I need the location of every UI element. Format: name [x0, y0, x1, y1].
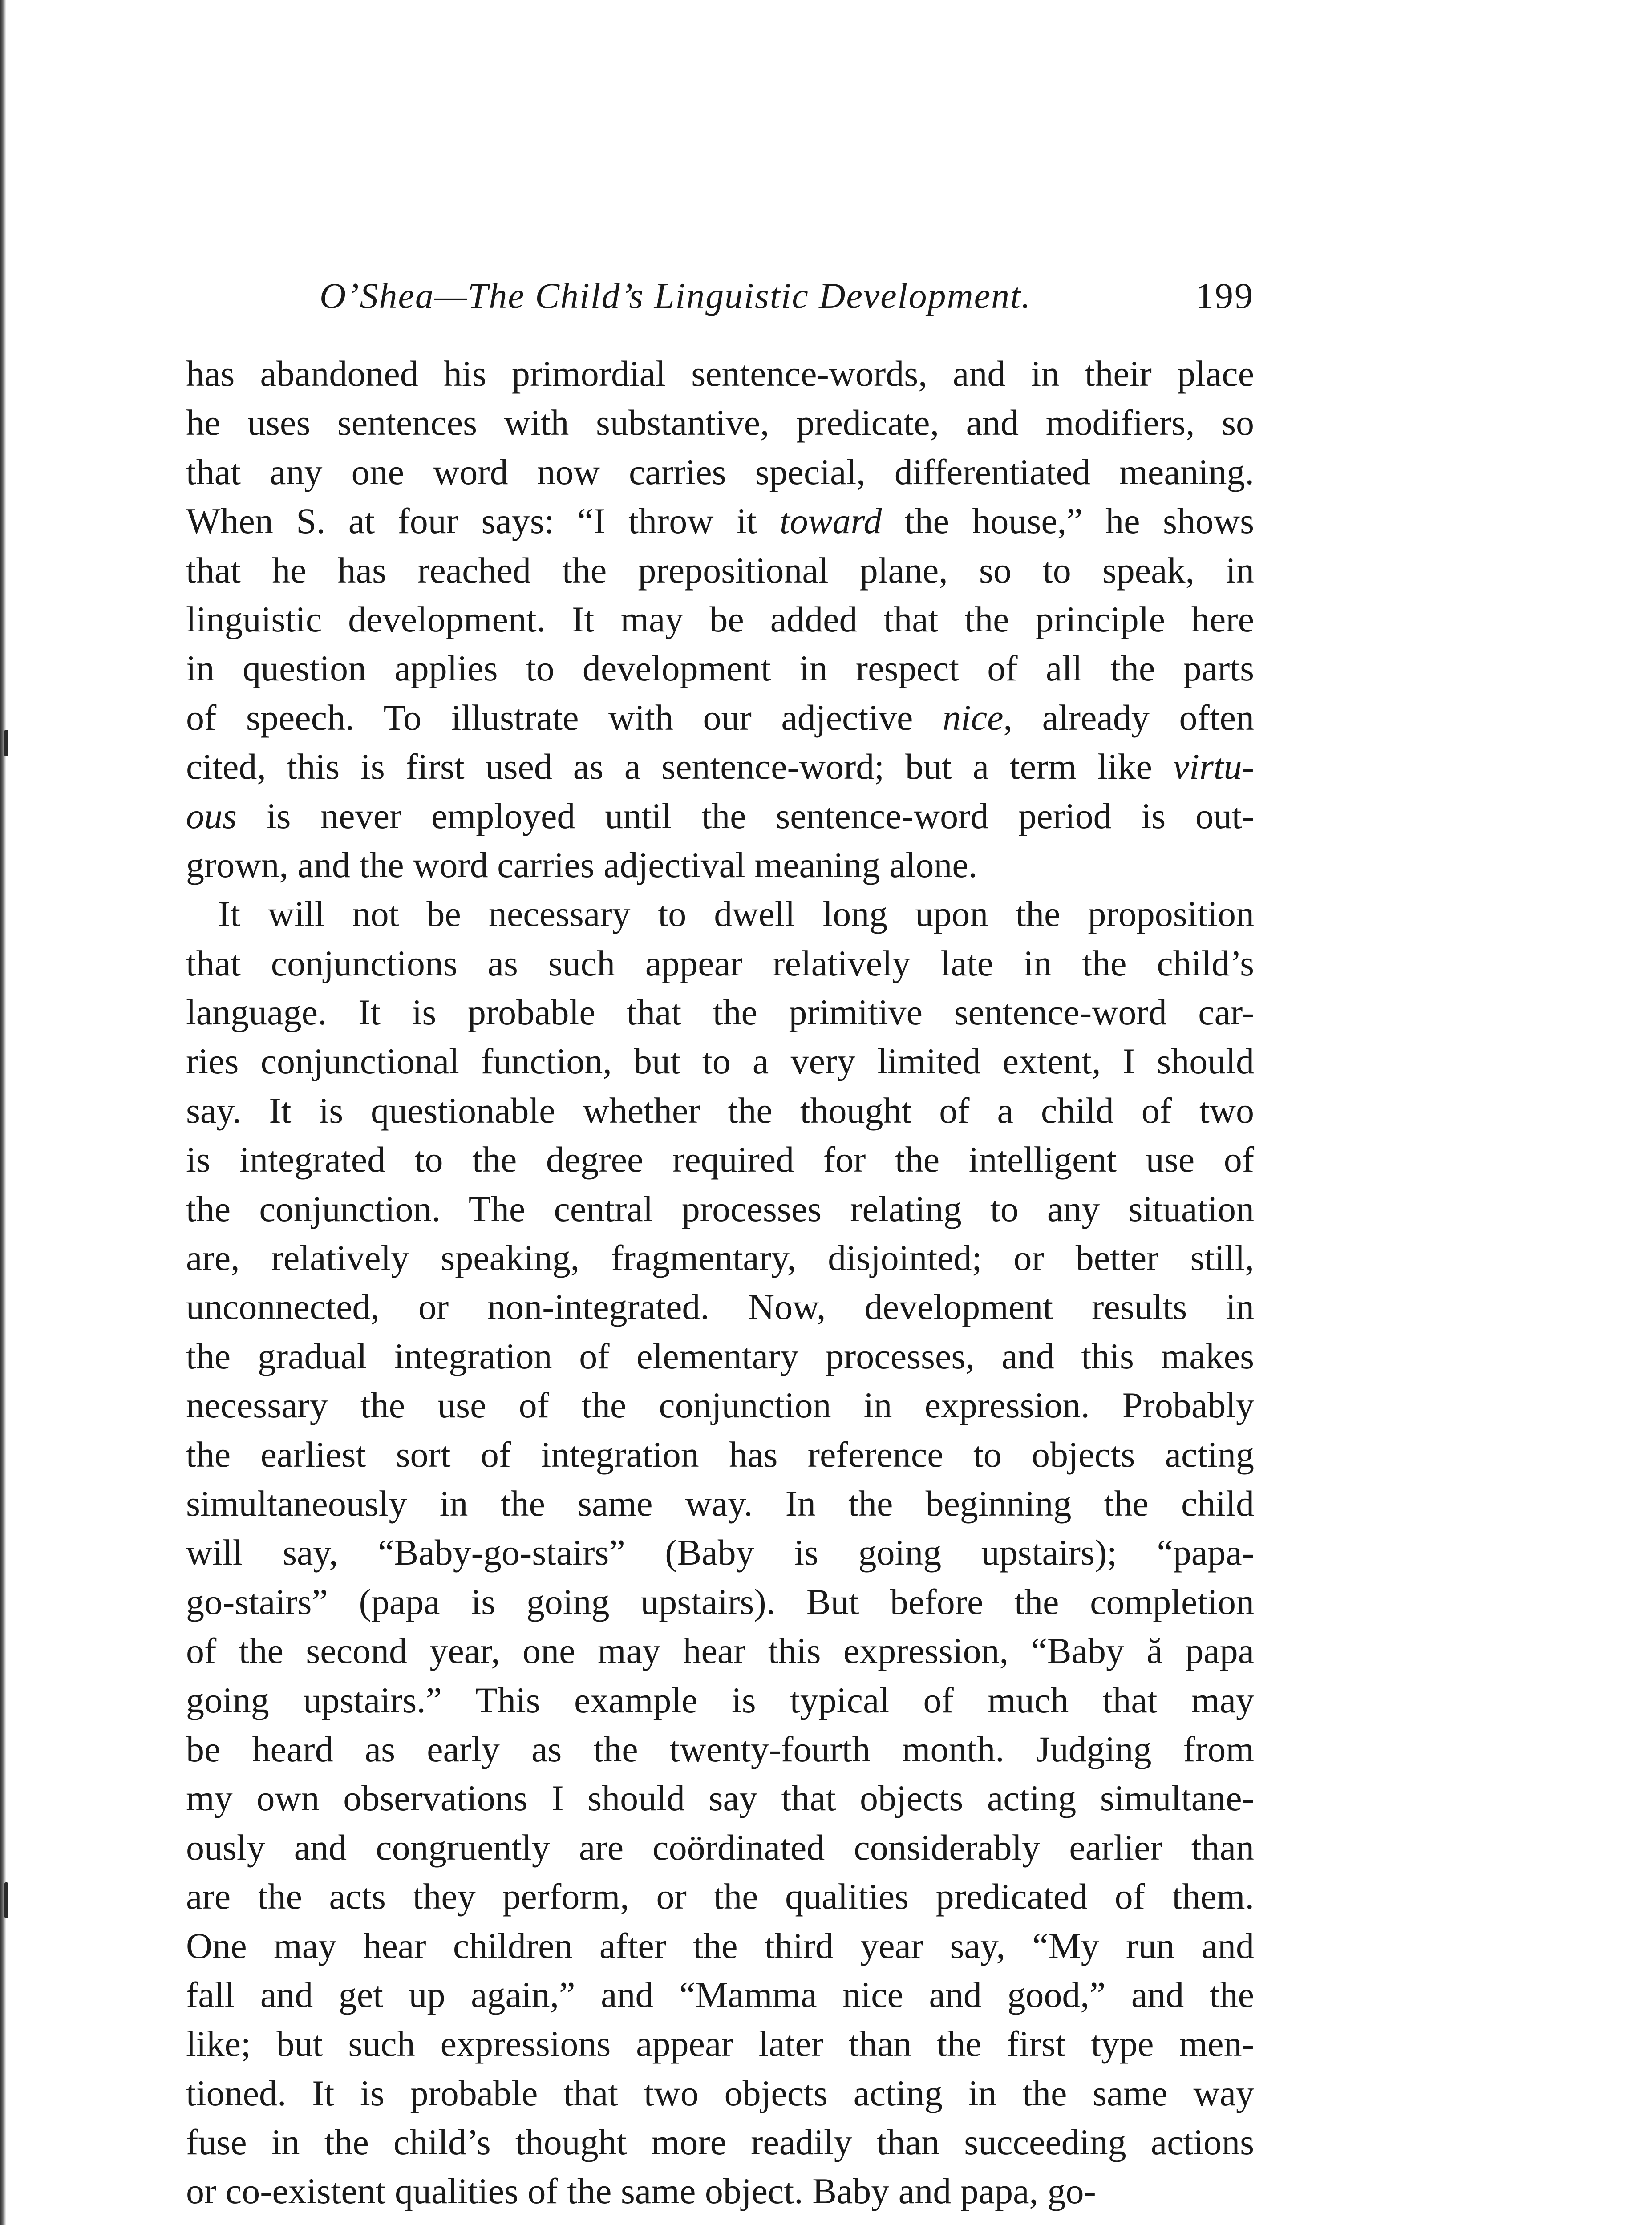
text-line: tioned. It is probable that two objects acting in the same way — [186, 2072, 1254, 2113]
text-line: the gradual integration of elementary processes, and this makes — [186, 1335, 1254, 1376]
running-header — [186, 275, 1254, 324]
text-line: ries conjunctional function, but to a very limited extent, I should — [186, 1041, 1254, 1082]
text-line: fuse in the child’s thought more readily than succeeding actions — [186, 2122, 1254, 2163]
text-line: say. It is questionable whether the thought of a child of two — [186, 1090, 1254, 1131]
text-line: is integrated to the degree required for the intelligent use of — [186, 1139, 1254, 1180]
text-line: that conjunctions as such appear relatively late in the child’s — [186, 943, 1254, 983]
text-line: has abandoned his primordial sentence-words, and in their place — [186, 353, 1254, 394]
text-line: that any one word now carries special, differentiated meaning. — [186, 451, 1254, 492]
text-line: ously and congruently are coördinated considerably earlier than — [186, 1827, 1254, 1868]
text-line: grown, and the word carries adjectival meaning alone. — [186, 844, 978, 885]
text-line: like; but such expressions appear later than the first type men- — [186, 2023, 1254, 2064]
text-line: fall and get up again,” and “Mamma nice and good,” and the — [186, 1974, 1254, 2015]
running-title: O’Shea—The Child’s Linguistic Development. — [320, 275, 1032, 316]
text-line: my own observations I should say that objects acting simultane- — [186, 1778, 1254, 1819]
body-text — [186, 349, 1254, 2216]
text-line: that he has reached the prepositional plane, so to speak, in — [186, 550, 1254, 591]
text-line: necessary the use of the conjunction in expression. Probably — [186, 1385, 1254, 1426]
text-line: cited, this is first used as a sentence-word; but a term like virtu- — [186, 746, 1254, 787]
text-line: in question applies to development in respect of all the parts — [186, 648, 1254, 689]
text-line: are, relatively speaking, fragmentary, disjointed; or better still, — [186, 1238, 1254, 1278]
text-line: going upstairs.” This example is typical of much that may — [186, 1679, 1254, 1720]
text-line: the earliest sort of integration has reference to objects acting — [186, 1434, 1254, 1475]
text-line: be heard as early as the twenty-fourth month. Judging from — [186, 1728, 1254, 1769]
text-line: language. It is probable that the primitive sentence-word car- — [186, 992, 1254, 1033]
page-edge-mark — [4, 730, 8, 756]
text-line: the conjunction. The central processes relating to any situation — [186, 1188, 1254, 1229]
text-line: he uses sentences with substantive, predicate, and modifiers, so — [186, 402, 1254, 443]
text-line: It will not be necessary to dwell long upon the proposition — [218, 894, 1254, 934]
text-line: linguistic development. It may be added that the principle here — [186, 599, 1254, 639]
text-line: or co-existent qualities of the same object. Baby and papa, go- — [186, 2171, 1096, 2212]
page-edge-mark — [4, 1882, 8, 1918]
text-line: simultaneously in the same way. In the beginning the child — [186, 1483, 1254, 1524]
paragraph — [186, 890, 1254, 2216]
text-line: go-stairs” (papa is going upstairs). But before the completion — [186, 1581, 1254, 1622]
text-line: of speech. To illustrate with our adjective nice, already often — [186, 697, 1254, 738]
text-line: of the second year, one may hear this expression, “Baby ă papa — [186, 1630, 1254, 1671]
text-line: are the acts they perform, or the qualities predicated of them. — [186, 1876, 1254, 1917]
text-line: will say, “Baby-go-stairs” (Baby is going upstairs); “papa- — [186, 1532, 1254, 1573]
text-line: ous is never employed until the sentence-word period is out- — [186, 795, 1254, 836]
text-line: One may hear children after the third year say, “My run and — [186, 1925, 1254, 1966]
text-line: When S. at four says: “I throw it toward the house,” he shows — [186, 501, 1254, 542]
page-number: 199 — [1195, 275, 1254, 316]
paragraph — [186, 349, 1254, 890]
text-line: unconnected, or non-integrated. Now, development results in — [186, 1286, 1254, 1327]
